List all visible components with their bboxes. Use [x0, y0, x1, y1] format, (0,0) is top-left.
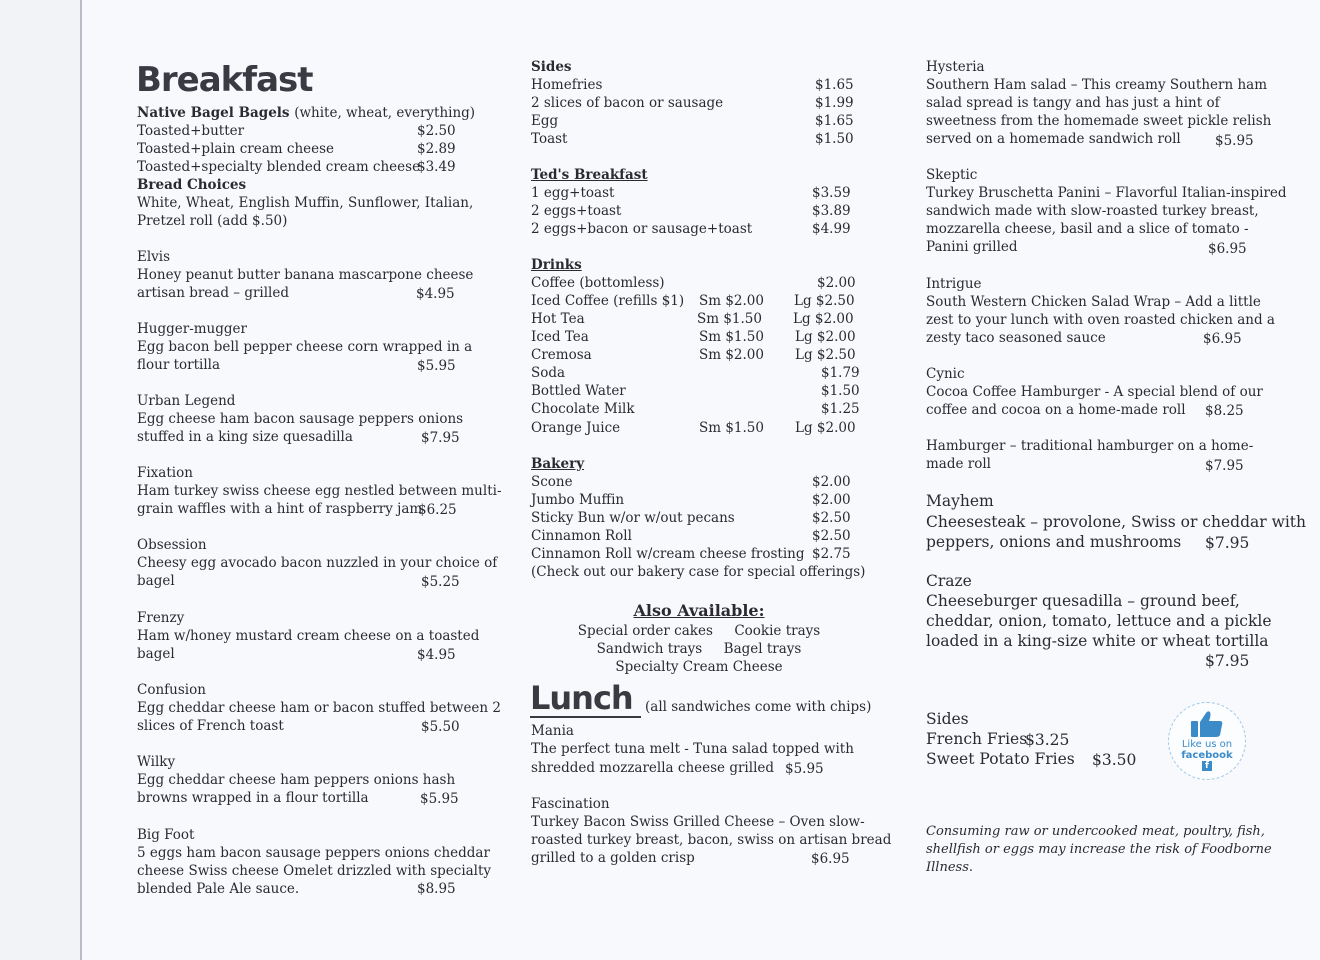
side-item-price: $1.65 [815, 113, 854, 129]
menu-item-desc: Cheesesteak – provolone, Swiss or cheddar with [926, 513, 1306, 531]
drink-price-large: Lg $2.00 [795, 329, 856, 345]
food-safety-warning: Consuming raw or undercooked meat, poultry, fish, [926, 824, 1265, 839]
menu-item-price: $5.95 [417, 358, 456, 374]
menu-item-price: $4.95 [416, 286, 455, 302]
thumbs-up-icon [1189, 709, 1225, 739]
menu-item-price: $7.95 [421, 430, 460, 446]
menu-item-name: Hysteria [926, 59, 985, 75]
menu-item-desc: served on a homemade sandwich roll [926, 131, 1181, 147]
menu-item-price: $7.95 [1205, 534, 1250, 552]
drink-price-small: Sm $1.50 [699, 329, 764, 345]
menu-item-desc: Cocoa Coffee Hamburger - A special blend of our [926, 384, 1263, 400]
bakery-item-name: Cinnamon Roll [531, 528, 632, 544]
menu-item-price: $5.95 [785, 761, 824, 777]
menu-item-name: Fixation [137, 465, 193, 481]
menu-item-name: Skeptic [926, 167, 978, 183]
menu-item-name: Craze [926, 572, 972, 590]
bagel-item-price: $3.49 [417, 159, 456, 175]
side-item-name: Egg [531, 113, 559, 129]
teds-item-name: 2 eggs+bacon or sausage+toast [531, 221, 753, 237]
menu-item-name: Hugger-mugger [137, 321, 247, 337]
drink-price-small: Sm $2.00 [699, 293, 764, 309]
menu-item-desc: Hamburger – traditional hamburger on a home- [926, 438, 1254, 454]
menu-item-name: Intrigue [926, 276, 982, 292]
drink-price-large: Lg $2.00 [793, 311, 854, 327]
menu-item-name: Cynic [926, 366, 965, 382]
side-item-name: Toast [531, 131, 568, 147]
also-available-heading: Also Available: [633, 601, 765, 620]
food-safety-warning: Illness. [926, 860, 973, 875]
menu-item-desc: shredded mozzarella cheese grilled [531, 760, 775, 776]
also-available-line: Specialty Cream Cheese [615, 659, 783, 675]
menu-item-desc: cheese Swiss cheese Omelet drizzled with specialty [137, 863, 492, 879]
drink-price: $1.50 [821, 383, 860, 399]
drink-price-large: Lg $2.50 [794, 293, 855, 309]
menu-item-desc: stuffed in a king size quesadilla [137, 429, 353, 445]
menu-item-price: $8.25 [1205, 403, 1244, 419]
menu-item-desc: roasted turkey breast, bacon, swiss on artisan bread [531, 832, 892, 848]
drink-price-large: Lg $2.00 [795, 420, 856, 436]
teds-item-price: $4.99 [812, 221, 851, 237]
menu-item-desc: zesty taco seasoned sauce [926, 330, 1106, 346]
menu-item-price: $6.95 [1203, 331, 1242, 347]
teds-item-name: 2 eggs+toast [531, 203, 622, 219]
bakery-heading: Bakery [531, 456, 585, 472]
menu-item-desc: Honey peanut butter banana mascarpone cheese [137, 267, 474, 283]
teds-item-name: 1 egg+toast [531, 185, 615, 201]
drink-name: Hot Tea [531, 311, 585, 327]
bakery-item-price: $2.00 [812, 492, 851, 508]
facebook-f-icon: f [1202, 761, 1212, 771]
menu-item-price: $5.25 [421, 574, 460, 590]
facebook-like-badge[interactable] [1168, 702, 1246, 780]
lunch-title: Lunch [530, 680, 641, 718]
bakery-item-price: $2.50 [812, 528, 851, 544]
menu-item-price: $7.95 [1205, 652, 1250, 670]
bread-choices-heading: Bread Choices [137, 177, 247, 193]
side-item-price: $1.65 [815, 77, 854, 93]
drink-price-small: Sm $1.50 [697, 311, 762, 327]
menu-item-desc: Ham turkey swiss cheese egg nestled between multi- [137, 483, 502, 499]
side-item-price: $1.99 [815, 95, 854, 111]
menu-item-desc: flour tortilla [137, 357, 221, 373]
bagel-item-name: Toasted+butter [137, 123, 245, 139]
menu-item-desc: Turkey Bacon Swiss Grilled Cheese – Oven slow- [531, 814, 865, 830]
drink-price-small: Sm $1.50 [699, 420, 764, 436]
menu-item-desc: South Western Chicken Salad Wrap – Add a little [926, 294, 1261, 310]
menu-item-name: Confusion [137, 682, 206, 698]
menu-item-price: $6.25 [418, 502, 457, 518]
menu-item-desc: grain waffles with a hint of raspberry jam [137, 501, 423, 517]
menu-item-name: Urban Legend [137, 393, 236, 409]
drink-name: Iced Tea [531, 329, 589, 345]
menu-item-desc: artisan bread – grilled [137, 285, 289, 301]
side-item-name: Sweet Potato Fries [926, 750, 1075, 768]
menu-item-desc: grilled to a golden crisp [531, 850, 695, 866]
menu-item-desc: blended Pale Ale sauce. [137, 881, 300, 897]
bakery-item-name: Sticky Bun w/or w/out pecans [531, 510, 735, 526]
menu-item-desc: coffee and cocoa on a home-made roll [926, 402, 1186, 418]
bagel-item-name: Toasted+plain cream cheese [137, 141, 335, 157]
lunch-note: (all sandwiches come with chips) [645, 699, 872, 715]
side-item-price: $1.50 [815, 131, 854, 147]
facebook-wordmark: facebook [1181, 750, 1233, 761]
drink-price: $1.79 [821, 365, 860, 381]
menu-item-desc: Egg cheddar cheese ham or bacon stuffed between 2 [137, 700, 501, 716]
drink-name: Soda [531, 365, 566, 381]
menu-item-desc: Egg bacon bell pepper cheese corn wrapped in a [137, 339, 473, 355]
side-item-name: Homefries [531, 77, 603, 93]
menu-item-price: $5.95 [420, 791, 459, 807]
teds-item-price: $3.89 [812, 203, 851, 219]
drink-name: Orange Juice [531, 420, 621, 436]
drink-price-large: Lg $2.50 [795, 347, 856, 363]
menu-item-name: Fascination [531, 796, 610, 812]
menu-item-desc: browns wrapped in a flour tortilla [137, 790, 369, 806]
menu-item-name: Mayhem [926, 492, 994, 510]
menu-item-price: $5.95 [1215, 133, 1254, 149]
menu-item-desc: Southern Ham salad – This creamy Southern ham [926, 77, 1268, 93]
bread-choices-line: Pretzel roll (add $.50) [137, 213, 288, 229]
menu-item-price: $4.95 [417, 647, 456, 663]
menu-item-desc: Egg cheese ham bacon sausage peppers onions [137, 411, 464, 427]
bakery-item-price: $2.75 [812, 546, 851, 562]
food-safety-warning: shellfish or eggs may increase the risk of Foodborne [926, 842, 1272, 857]
menu-item-price: $6.95 [811, 851, 850, 867]
menu-item-name: Mania [531, 723, 574, 739]
menu-item-desc: Panini grilled [926, 239, 1018, 255]
side-item-price: $3.25 [1025, 731, 1070, 749]
menu-item-desc: sandwich made with slow-roasted turkey breast, [926, 203, 1259, 219]
menu-item-desc: Cheesy egg avocado bacon nuzzled in your choice of [137, 555, 498, 571]
side-item-name: 2 slices of bacon or sausage [531, 95, 724, 111]
menu-item-desc: sweetness from the homemade sweet pickle relish [926, 113, 1272, 129]
bagel-item-price: $2.50 [417, 123, 456, 139]
menu-item-desc: loaded in a king-size white or wheat tortilla [926, 632, 1269, 650]
menu-item-desc: zest to your lunch with oven roasted chicken and a [926, 312, 1275, 328]
bagels-heading-label: Native Bagel Bagels [137, 105, 290, 121]
drink-name: Iced Coffee (refills $1) [531, 293, 685, 309]
menu-item-desc: Ham w/honey mustard cream cheese on a toasted [137, 628, 480, 644]
menu-item-price: $8.95 [417, 881, 456, 897]
menu-item-desc: mozzarella cheese, basil and a slice of tomato - [926, 221, 1249, 237]
menu-item-desc: peppers, onions and mushrooms [926, 533, 1182, 551]
menu-item-price: $5.50 [421, 719, 460, 735]
menu-item-desc: made roll [926, 456, 991, 472]
drinks-heading: Drinks [531, 257, 582, 273]
menu-item-desc: Egg cheddar cheese ham peppers onions hash [137, 772, 456, 788]
menu-item-desc: Cheeseburger quesadilla – ground beef, [926, 592, 1240, 610]
bagel-item-name: Toasted+specialty blended cream cheese [137, 159, 421, 175]
menu-item-name: Wilky [137, 754, 176, 770]
bakery-note: (Check out our bakery case for special offerings) [531, 564, 866, 580]
facebook-like-text: Like us on [1181, 739, 1233, 750]
menu-item-name: Big Foot [137, 827, 195, 843]
bagel-item-price: $2.89 [417, 141, 456, 157]
menu-item-price: $7.95 [1205, 458, 1244, 474]
bagels-heading [137, 104, 475, 122]
bakery-item-name: Cinnamon Roll w/cream cheese frosting [531, 546, 805, 562]
side-item-price: $3.50 [1092, 751, 1137, 769]
teds-item-price: $3.59 [812, 185, 851, 201]
bagels-subheading: (white, wheat, everything) [294, 105, 476, 121]
menu-item-price: $6.95 [1208, 241, 1247, 257]
drink-name: Coffee (bottomless) [531, 275, 665, 291]
drink-price: $2.00 [817, 275, 856, 291]
menu-item-name: Frenzy [137, 610, 185, 626]
menu-item-desc: The perfect tuna melt - Tuna salad topped with [531, 741, 854, 757]
side-item-name: French Fries [926, 730, 1028, 748]
also-available-line: Special order cakes Cookie trays [577, 623, 821, 639]
also-available-line: Sandwich trays Bagel trays [596, 641, 802, 657]
menu-item-name: Obsession [137, 537, 207, 553]
menu-item-name: Elvis [137, 249, 171, 265]
breakfast-title: Breakfast [136, 60, 313, 100]
menu-item-desc: bagel [137, 573, 175, 589]
bread-choices-line: White, Wheat, English Muffin, Sunflower, Italian, [137, 195, 474, 211]
teds-breakfast-heading: Ted's Breakfast [531, 167, 648, 183]
menu-item-desc: Turkey Bruschetta Panini – Flavorful Italian-inspired [926, 185, 1287, 201]
bakery-item-price: $2.50 [812, 510, 851, 526]
bakery-item-name: Scone [531, 474, 573, 490]
drink-price: $1.25 [821, 401, 860, 417]
menu-item-desc: 5 eggs ham bacon sausage peppers onions cheddar [137, 845, 490, 861]
drink-name: Bottled Water [531, 383, 626, 399]
menu-item-desc: salad spread is tangy and has just a hint of [926, 95, 1220, 111]
drink-name: Cremosa [531, 347, 592, 363]
bakery-item-price: $2.00 [812, 474, 851, 490]
drink-price-small: Sm $2.00 [699, 347, 764, 363]
menu-item-desc: slices of French toast [137, 718, 284, 734]
bakery-item-name: Jumbo Muffin [531, 492, 625, 508]
menu-item-desc: cheddar, onion, tomato, lettuce and a pickle [926, 612, 1272, 630]
sides-heading: Sides [531, 59, 572, 75]
sides-heading: Sides [926, 710, 969, 728]
drink-name: Chocolate Milk [531, 401, 635, 417]
menu-item-desc: bagel [137, 646, 175, 662]
